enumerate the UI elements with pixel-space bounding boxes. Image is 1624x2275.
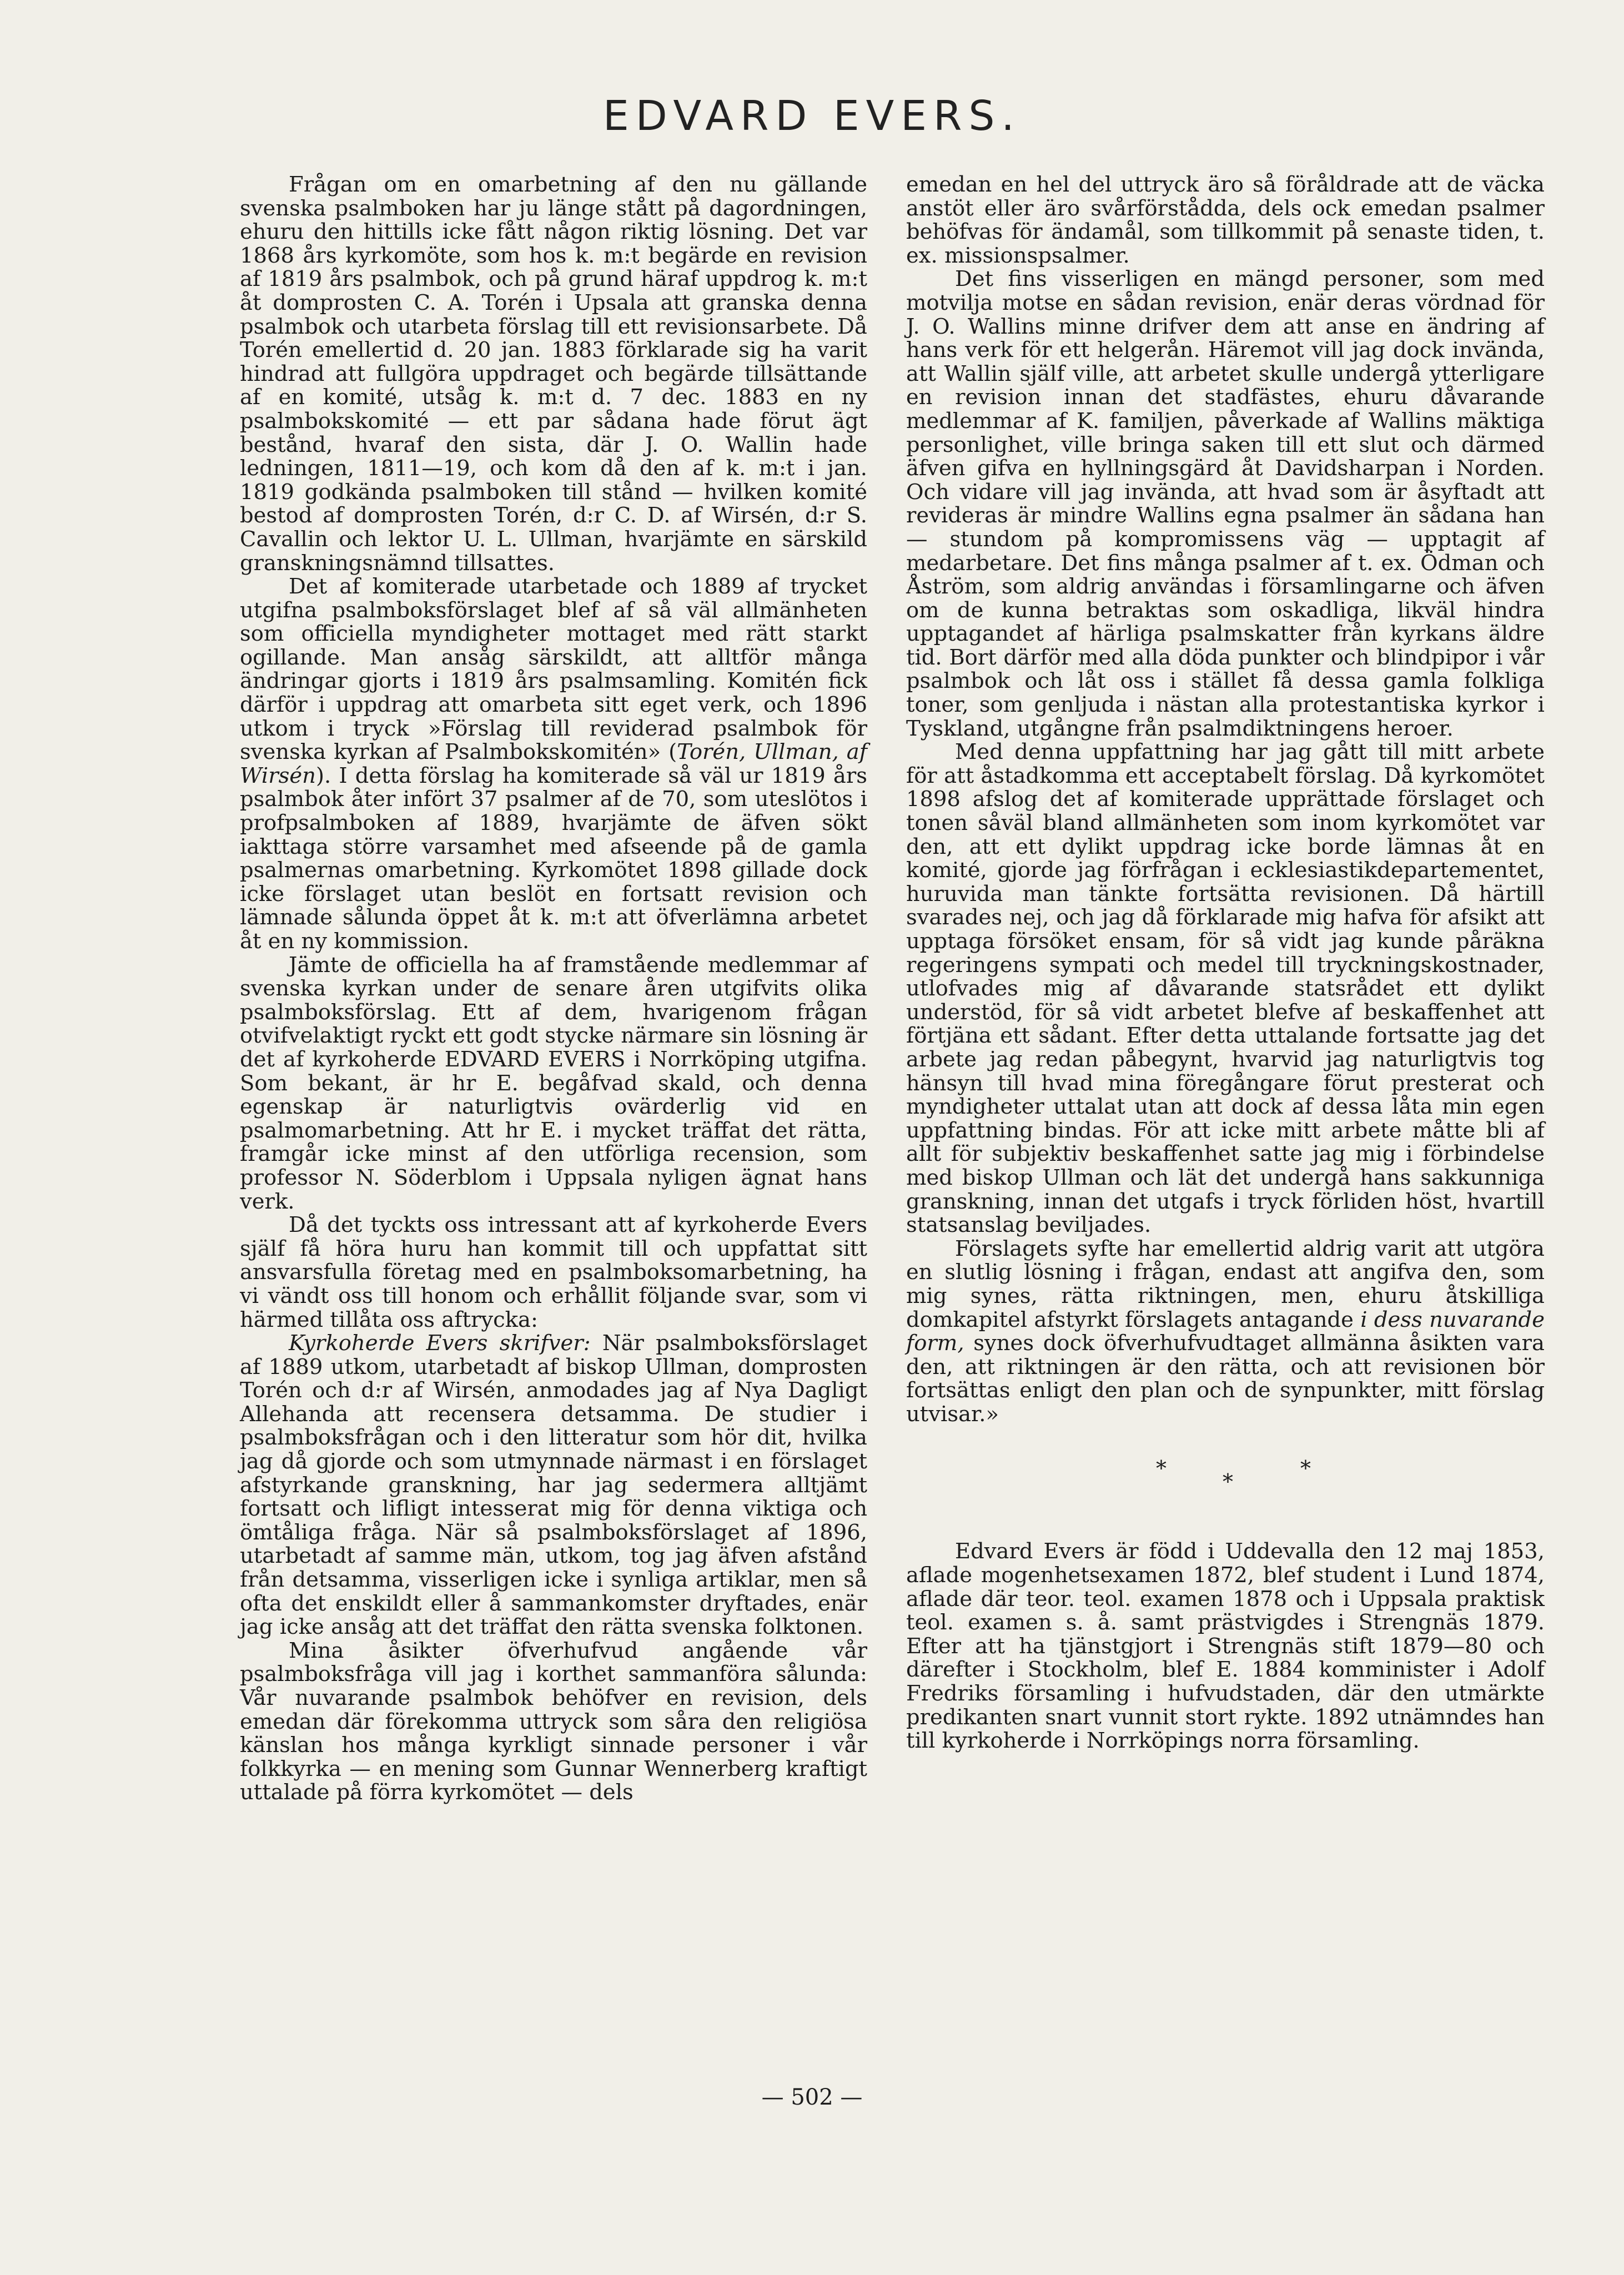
text-run: Förslagets syfte har emellertid aldrig varit att utgöra en slutlig lösning i frågan, endast att angifva den, som mig synes, rätta riktningen, men, ehuru åtskilliga domkapitel afstyrkt förslagets antagande [906,1236,1545,1332]
text-run: Det af komiterade utarbetade och 1889 af trycket utgifna psalmboksförslaget blef af så väl allmänheten som officiella myndigheter mottaget med rätt starkt ogillande. Man ansåg särskildt, att alltför många ändringar gjorts i 1819 års psalmsamling. Komitén fick därför i uppdrag att omarbeta sitt eget verk, och 1896 utkom i tryck »Förslag till reviderad psalmbok för svenska kyrkan af Psalmbokskomitén» ( [240,574,867,765]
italic-text: i dess nuvarande form, [906,1307,1545,1356]
asterisk: * [1223,1469,1233,1494]
right-column [906,173,1545,1753]
paragraph: emedan en hel del uttryck äro så föråldrade att de väcka anstöt eller äro svårförstådda, dels ock emedan psalmer behöfvas för ändamål, som tillkommit på senaste tiden, t. ex. missionspsalmer. [906,172,1545,268]
paragraph: Frågan om en omarbetning af den nu gällande svenska psalmboken har ju länge stått på dagordningen, ehuru den hittills icke fått någon riktig lösning. Det var 1868 års kyrkomöte, som hos k. m:t begärde en revision af 1819 års psalmbok, och på grund häraf uppdrog k. m:t åt domprosten C. A. Torén i Upsala att granska denna psalmbok och utarbeta förslag till ett revisionsarbete. Då Torén emellertid d. 20 jan. 1883 förklarade sig ha varit hindrad att fullgöra uppdraget och begärde tillsättande af en komité, utsåg k. m:t d. 7 dec. 1883 en ny psalmbokskomité — ett par sådana hade förut ägt bestånd, hvaraf den sista, där J. O. Wallin hade ledningen, 1811—19, och kom då den af k. m:t i jan. 1819 godkända psalmboken till stånd — hvilken komité bestod af domprosten Torén, d:r C. D. af Wirsén, d:r S. Cavallin och lektor U. L. Ullman, hvarjämte en särskild granskningsnämnd tillsattes. [240,172,867,576]
text-run: ). I detta förslag ha komiterade så väl ur 1819 års psalmbok åter infört 37 psalmer af de 70, som uteslötos i profpsalmboken af 1889, hvarjämte de äfven sökt iakttaga större varsamhet med afseende på de gamla psalmernas omarbetning. Kyrkomötet 1898 gillade dock icke förslaget utan beslöt en fortsatt revision och lämnade sålunda öppet åt k. m:t att öfverlämna arbetet åt en ny kommission. [240,763,867,954]
page-title: EDVARD EVERS. [603,92,1021,140]
asterism [906,1457,1545,1540]
paragraph: Då det tyckts oss intressant att af kyrkoherde Evers själf få höra huru han kommit till och uppfattat sitt ansvarsfulla företag med en psalmboksomarbetning, ha vi vändt oss till honom och erhållit följande svar, som vi härmed tillåta oss aftrycka: [240,1212,867,1332]
asterisk: * [1300,1456,1311,1481]
paragraph [240,575,867,954]
italic-text: Kyrkoherde Evers skrifver: [289,1331,591,1356]
left-column [240,173,867,1805]
paragraph [240,1332,867,1639]
paragraph: Det fins visserligen en mängd personer, som med motvilja motse en sådan revision, enär deras vördnad för J. O. Wallins minne drifver dem att anse en ändring af hans verk för ett helgerån. Häremot vill jag dock invända, att Wallin själf ville, att arbetet skulle undergå ytterligare en revision innan det stadfästes, ehuru dåvarande medlemmar af K. familjen, påverkade af Wallins mäktiga personlighet, ville bringa saken till ett slut och därmed äfven gifva en hyllningsgärd åt Davidsharpan i Norden. Och vidare vill jag invända, att hvad som är åsyftadt att revideras är mindre Wallins egna psalmer än sådana han — stundom på kompromissens väg — upptagit af medarbetare. Det fins många psalmer af t. ex. Ödman och Åström, som aldrig användas i församlingarne och äfven om de kunna betraktas som oskadliga, likväl hindra upptagandet af härliga psalmskatter från kyrkans äldre tid. Bort därför med alla döda punkter och blindpipor i vår psalmbok och låt oss i stället få dessa gamla folkliga toner, som genljuda i nästan alla protestantiska kyrkor i Tyskland, utgångne från psalmdiktningens heroer. [906,266,1545,741]
paragraph: Jämte de officiella ha af framstående medlemmar af svenska kyrkan under de senare åren utgifvits olika psalmboksförslag. Ett af dem, hvarigenom frågan otvifvelaktigt ryckt ett godt stycke närmare sin lösning är det af kyrkoherde EDVARD EVERS i Norrköping utgifna. Som bekant, är hr E. begåfvad skald, och denna egenskap är naturligtvis ovärderlig vid en psalmomarbetning. Att hr E. i mycket träffat det rätta, framgår icke minst af den utförliga recension, som professor N. Söderblom i Uppsala nyligen ägnat hans verk. [240,952,867,1214]
asterisk: * [1156,1456,1167,1481]
paragraph: Med denna uppfattning har jag gått till mitt arbete för att åstadkomma ett acceptabelt förslag. Då kyrkomötet 1898 afslog det af komiterade upprättade förslaget och tonen såväl bland allmänheten som inom kyrkomötet var den, att ett dylikt uppdrag icke borde lämnas åt en komité, gjorde jag förfrågan i ecklesiastikdepartementet, huruvida man tänkte fortsätta revisionen. Då härtill svarades nej, och jag då förklarade mig hafva för afsikt att upptaga försöket ensam, för så vidt jag kunde påräkna regeringens sympati och medel till tryckningskostnader, utlofvades mig af dåvarande statsrådet ett dylikt understöd, för så vidt arbetet blefve af beskaffenhet att förtjäna ett sådant. Efter detta uttalande fortsatte jag det arbete jag redan påbegynt, hvarvid jag naturligtvis tog hänsyn till hvad mina föregångare förut presterat och myndigheter uttalat utan att dock af dessa låta min egen uppfattning bindas. För att icke mitt arbete måtte bli af allt för subjektiv beskaffenhet satte jag mig i förbindelse med biskop Ullman och lät det undergå hans sakkunniga granskning, innan det utgafs i tryck förliden höst, hvartill statsanslag beviljades. [906,739,1545,1238]
italic-text: Torén, Ullman, af Wirsén [240,739,867,788]
paragraph: Mina åsikter öfverhufvud angående vår psalmboksfråga vill jag i korthet sammanföra sålunda: Vår nuvarande psalmbok behöfver en revision, dels emedan där förekomma uttryck som såra den religiösa känslan hos många kyrkligt sinnade personer i vår folkkyrka — en mening som Gunnar Wennerberg kraftigt uttalade på förra kyrkomötet — dels [240,1638,867,1805]
text-run: synes dock öfverhufvudtaget allmänna åsikten vara den, att riktningen är den rätta, och att revisionen bör fortsättas enligt den plan och de synpunkter, mitt förslag utvisar.» [906,1331,1545,1427]
page-number: — 502 — [761,2085,863,2110]
text-run: När psalmboksförslaget af 1889 utkom, utarbetadt af biskop Ullman, domprosten Torén och d:r af Wirsén, anmodades jag af Nya Dagligt Allehanda att recensera detsamma. De studier i psalmboksfrågan och i den litteratur som hör dit, hvilka jag då gjorde och som utmynnade närmast i en förslaget afstyrkande granskning, har jag sedermera alltjämt fortsatt och lifligt intesserat mig för denna viktiga och ömtåliga fråga. När så psalmboksförslaget af 1896, utarbetadt af samme män, utkom, tog jag äfven afstånd från detsamma, visserligen icke i synliga artiklar, men så ofta det enskildt eller å sammankomster dryftades, enär jag icke ansåg att det träffat den rätta svenska folktonen. [240,1331,867,1640]
biography-paragraph: Edvard Evers är född i Uddevalla den 12 maj 1853, aflade mogenhetsexamen 1872, blef student i Lund 1874, aflade där teor. teol. examen 1878 och i Uppsala praktisk teol. examen s. å. samt prästvigdes i Strengnäs 1879. Efter att ha tjänstgjort i Strengnäs stift 1879—80 och därefter i Stockholm, blef E. 1884 komminister i Adolf Fredriks församling i hufvudstaden, där den utmärkte predikanten snart vunnit stort rykte. 1892 utnämndes han till kyrkoherde i Norrköpings norra församling. [906,1539,1545,1754]
paragraph [906,1237,1545,1427]
